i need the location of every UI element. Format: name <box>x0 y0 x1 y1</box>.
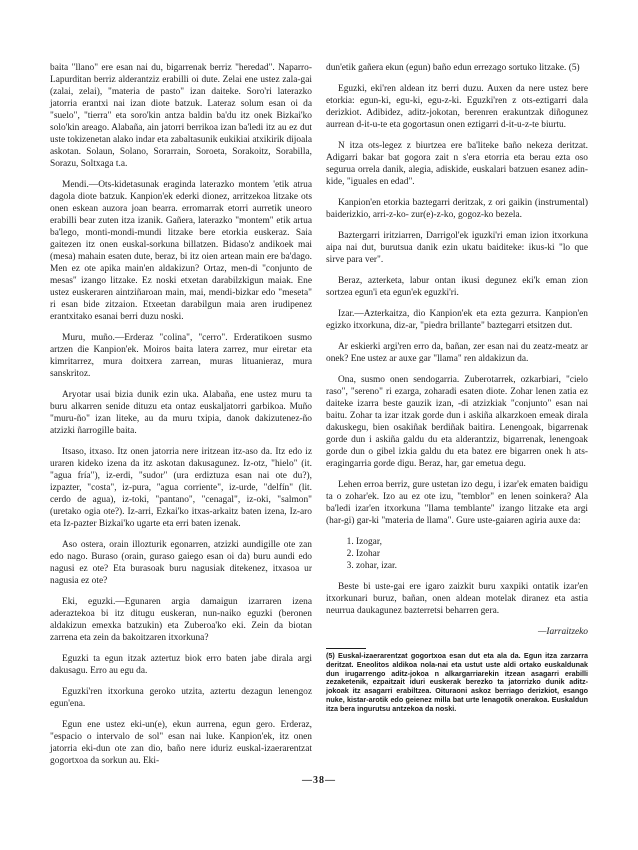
paragraph-mendi: Mendi.—Ots-kidetasunak eraginda laterazko montem 'etik atrua dagola diote batzuk. Kanpion'ek ederki dionez, arritzekoa litzake ots onen eskean auzora joan bearra. erromarrak etorri aurretik uneoro erabilli bear zuten itza izanik. Gañera, laterazko "montem" etik artua ba'lego, monti-mondi-mundi litzake bere etorkia euskeraz. Saia gaitezen itz onen euskal-sorkuna billatzen. Bidaso'z andikoek mai (mesa) mahain esaten dute, beraz, bi itz oien artean main ere ba'dago. Men ez ote apika main'en aldakizun? Ortaz, men-di "conjunto de mesas" izango litzake. Ez noski etxetan darabilzkigun maiak. Ene ustez euskeraren aintziñaroan main, mai, mendi-bizkar edo "meseta" ri esan bide zitzaion. Etxeetan darabilgun maia aren irudipenez erantxitako esanai berri duzu noski. <box>50 180 312 322</box>
left-column <box>50 62 312 776</box>
paragraph-muru: Muru, muño.—Erderaz "colina", "cerro". Erderatikoen susmo artzen die Kanpion'ek. Moiros baita latera zarrez, mur eiretar eta kimritarrez, mura doitxera zarrean, muras lituanieraz, mura sanskritoz. <box>50 333 312 379</box>
list-item: 1. Izogar, <box>356 536 588 548</box>
continuation-note: —Iarraitzeko <box>538 627 588 637</box>
paragraph: Ar eskierki argi'ren erro da, bañan, zer esan nai du zeatz-meatz ar onek? Ene ustez ar auxe gar "llama" ren aldakizun da. <box>326 342 588 364</box>
list-item: 2. Izohar <box>356 548 588 560</box>
paragraph: Lehen erroa berriz, gure ustetan izo degu, i izar'ek ematen baidigu ta o zohar'ek. Izo au ez ote izu, "temblor" en lenen soinkera? Ala ba'ledi izar'en itxorkuna "llama temblante" izango litzake eta argi (har-gi) gar-ki "materia de llama". Gure uste-gaiaren agiria auxe da: <box>326 480 588 526</box>
paragraph: baita "llano" ere esan nai du, bigarrenak berriz "heredad". Naparro-Lapurditan berriz alderantziz erabilli oi dute. Zelai ene ustez zala-gai (zalai, zelai), "materia de pasto" izan daiteke. Soro'ri laterazko jatorria erantxi nai izan diote batzuk. Lateraz solum esan oi da "suelo", "tierra" eta soro'kin antza baldin ba'du itz onek Bizkai'ko solo'kin areago. Alabaña, ain jatorri berrikoa izan ba'ledi itz au ez dut uste tokizenetan alako indar eta zabaltasunik eukikiai atxikirik dijoala askotan. Solaun, Solano, Sorarrain, Soroeta, Sorakoitz, Sorabilla, Sorazu, Soltxaga t.a. <box>50 63 312 169</box>
paragraph: Eguzki'ren itxorkuna geroko utzita, aztertu dezagun lenengoz egun'ena. <box>50 687 312 709</box>
paragraph: Aryotar usai bizia dunik ezin uka. Alabaña, ene ustez muru ta buru alkarren senide dituzu eta ontaz euskaljatorri garbikoa. Muño "muru-ño" izan liteke, au da muru txipia, danok dakizutenez-ño atzizki ñarrogille baita. <box>50 390 312 436</box>
paragraph: Beraz, azterketa, labur ontan ikusi degunez eki'k eman zion sortzea egun'i eta egun'ek eguzki'ri. <box>326 276 588 298</box>
paragraph: dun'etik gañera ekun (egun) baño edun errezago sortuko litzake. (5) <box>326 63 580 73</box>
paragraph-izar: Izar.—Azterkaitza, dio Kanpion'ek eta ezta gezurra. Kanpion'en egizko itxorkuna, diz-ar, "piedra brillante" baztegarri etsitzen dut. <box>326 309 588 331</box>
footnote-divider <box>326 648 366 649</box>
paragraph: Ona, susmo onen sendogarria. Zuberotarrek, ozkarbiari, "cielo raso", "sereno" ri ezarga, zoharadi esaten diote. Zohar lenen zatia ez daiteke izarra beste gauzik izan, -di atzizkiak "conjunto" esan nai baitu. Zohar ta izar itzak gorde dun i askiña alkarzkoen emeak dirala dakuskegu, bien osakiñak berdiñak baitira. Lenengoak, bigarrenak gorde dun i askiña galdu du eta alderantziz, bigarrenak, lenengoak gorde dun o gibel izkia galdu du eta batez ere bigarren onek h ats-eragingarria gorde digu. Beraz, har, gar emetua degu. <box>326 375 588 469</box>
list-item: 3. zohar, izar. <box>356 560 588 572</box>
right-column <box>326 62 588 714</box>
paragraph: Aso ostera, orain illozturik egonarren, atzizki aundigille ote zan edo nago. Buraso (orain, guraso gaiego esan oi da) buru aundi edo nagusi ez ote? Eta burasoak buru nagusiak ditekenez, itxasoa ur nagusia ez ote? <box>50 540 312 586</box>
paragraph: Eguzki ta egun itzak aztertuz biok erro baten jabe dirala argi dakusagu. Erro au egu da. <box>50 654 312 676</box>
paragraph: Egun ene ustez eki-un(e), ekun aurrena, egun gero. Erderaz, "espacio o intervalo de sol" esan nai luke. Kanpion'ek, itz onen jatorria eki-dun ote zan dio, baño nere iduriz euskal-izaerarentzat gogortxoa da sorkun au. Eki- <box>50 720 312 766</box>
paragraph: N itza ots-legez z biurtzea ere ba'liteke baño nekeza deritzat. Adigarri bakar bat gogora zait n s'era etorria eta berau ezta oso segurua orrela danik, alegia, adiskide, euskalari batzuen esanez adin-kide, "iguales en edad". <box>326 141 588 187</box>
paragraph-eki: Eki, eguzki.—Egunaren argia damaigun izarraren izena aderaztekoa bi itz ditugu euskeran, nun-naiko eguzki (beronen aldakizun emexka batzukin) eta Zuberoa'ko eki. Zein da biotan zarrena eta zein da bakoitzaren itxorkuna? <box>50 597 312 643</box>
paragraph: Beste bi uste-gai ere igaro zaizkit buru xaxpiki ontatik izar'en itxorkunari buruz, bañan, onen aldean motelak diranez eta astia neurrua daukagunez bazterretsi beharren gera. <box>326 582 588 616</box>
numbered-list <box>326 536 588 572</box>
paragraph: Eguzki, eki'ren aldean itz berri duzu. Auxen da nere ustez bere etorkia: egun-ki, egu-ki, egu-z-ki. Eguzki'ren z ots-eztigarri dala derizkiot. Adibidez, aditz-jokotan, berenren erakuntzak diñogunez aurrean d-it-u-te eta gogortasun onen eztigarri d-it-u-z-te biurtu. <box>326 84 588 130</box>
paragraph-itsaso: Itsaso, itxaso. Itz onen jatorria nere iritzean itz-aso da. Itz edo iz uraren kideko izena da itz askotan dakusagunez. Iz-otz, "hielo" (it. "agua fría"), iz-erdi, "sudor" (ura erdiztuza esan nai ote du?), izpazter, "costa", iz-pura, "agua corriente", iz-urde, "delfín" (lit. cerdo de agua), iz-toki, "pantano", "cenagal", iz-oki, "salmon" (uretako ogia ote?). Iz-arri, Ezkai'ko itxas-arkaitz baten izena, Iz-aro eta Iz-pazter Bizkai'ko ugarte eta erri baten izenak. <box>50 447 312 529</box>
page-number: —38— <box>302 775 336 786</box>
paragraph: Baztergarri iritziarren, Darrigol'ek iguzki'ri eman izion itxorkuna aipa nai dut, burutsua danik ezin ukatu baiditeke: ikus-ki "lo que sirve para ver". <box>326 231 588 265</box>
footnote: (5) Euskal-izaerarentzat gogortxoa esan dut eta ala da. Egun itza zarzarra deritzat. Eneolitos aldikoa nola-nai eta ustut uste aldi ortako euskaldunak dun irugarrengo aditz-jokoa n alkargarriarekin itzean asagarri erabilli zezaketenik, ezpaitzait iduri euskerak berezko ta jatorrizko dunik aditz-jokoak itz asagarri erabiltzea. Oituraoni askoz berriago derizkiot, esango nuke, kistar-arotik edo geienez milla bat urte lenagotik onerakoa. Euskaldun itza bera ingurutsu antzekoa da noski. <box>326 651 588 713</box>
paragraph: Kanpion'en etorkia baztegarri deritzak, z ori gaikin (instrumental) baiderizkio, arri-z-ko- zur(e)-z-ko, gogoz-ko bezela. <box>326 198 588 220</box>
